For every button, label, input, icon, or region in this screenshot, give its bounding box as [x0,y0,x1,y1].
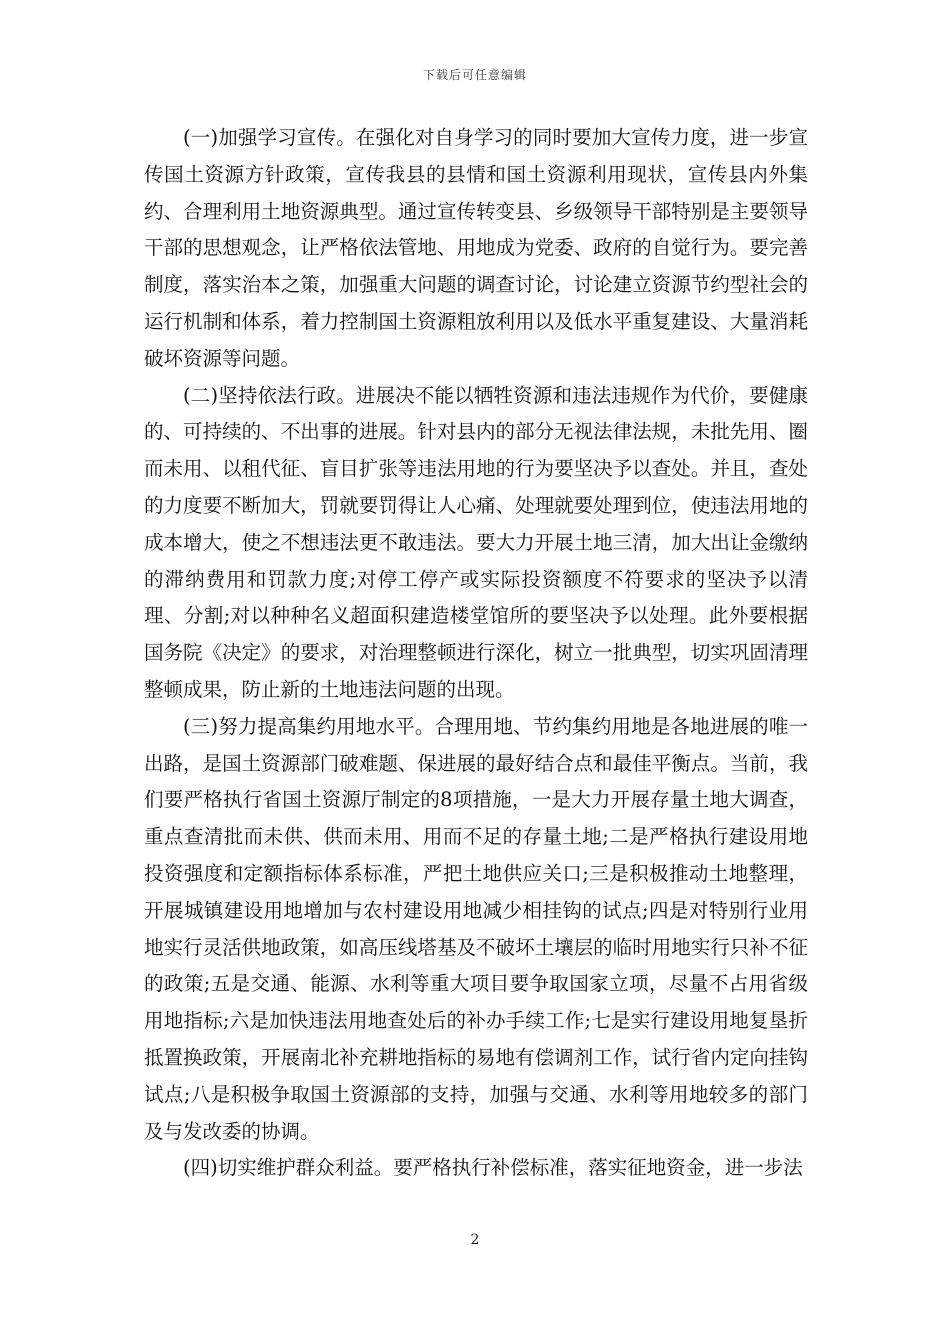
page-header: 下载后可任意编辑 [422,68,527,82]
paragraph-strengthen-study: (一)加强学习宣传。在强化对自身学习的同时要加大宣传力度，进一步宣传国土资源方针政策，宣传我县的县情和国土资源利用现状，宣传县内外集约、合理利用土地资源典型。通过宣传转变县、乡级领导干部特别是主要领导干部的思想观念，让严格依法管地、用地成为党委、政府的自觉行为。要完善制度，落实治本之策，加强重大问题的调查讨论，讨论建立资源节约型社会的运行机制和体系，着力控制国土资源粗放利用以及低水平重复建设、大量消耗破坏资源等问题。 [144,126,808,370]
document-body [144,120,808,1187]
paragraph-intensive-land-use: (三)努力提高集约用地水平。合理用地、节约集约用地是各地进展的唯一出路，是国土资源部门破难题、保进展的最好结合点和最佳平衡点。当前，我们要严格执行省国土资源厅制定的8项措施，一是大力开展存量土地大调查，重点查清批而未供、供而未用、用而不足的存量土地;二是严格执行建设用地投资强度和定额指标体系标准，严把土地供应关口;三是积极推动土地整理，开展城镇建设用地增加与农村建设用地减少相挂钩的试点;四是对特别行业用地实行灵活供地政策，如高压线塔基及不破坏土壤层的临时用地实行只补不征的政策;五是交通、能源、水利等重大项目要争取国家立项，尽量不占用省级用地指标;六是加快违法用地查处后的补办手续工作;七是实行建设用地复垦折抵置换政策，开展南北补充耕地指标的易地有偿调剂工作，试行省内定向挂钩试点;八是积极争取国土资源部的支持，加强与交通、水利等用地较多的部门及与发改委的协调。 [144,714,808,1143]
page-number: 2 [470,1232,480,1248]
paragraph-administer-by-law: (二)坚持依法行政。进展决不能以牺牲资源和违法违规作为代价，要健康的、可持续的、不出事的进展。针对县内的部分无视法律法规，未批先用、圈而未用、以租代征、盲目扩张等违法用地的行为要坚决予以查处。并且，查处的力度要不断加大，罚就要罚得让人心痛、处理就要处理到位，使违法用地的成本增大，使之不想违法更不敢违法。要大力开展土地三清，加大出让金缴纳的滞纳费用和罚款力度;对停工停产或实际投资额度不符要求的坚决予以清理、分割;对以种种名义超面积建造楼堂馆所的要坚决予以处理。此外要根据国务院《决定》的要求，对治理整顿进行深化，树立一批典型，切实巩固清理整顿成果，防止新的土地违法问题的出现。 [144,383,808,701]
paragraph-protect-public-interest: (四)切实维护群众利益。要严格执行补偿标准，落实征地资金，进一步法 [183,1156,803,1180]
